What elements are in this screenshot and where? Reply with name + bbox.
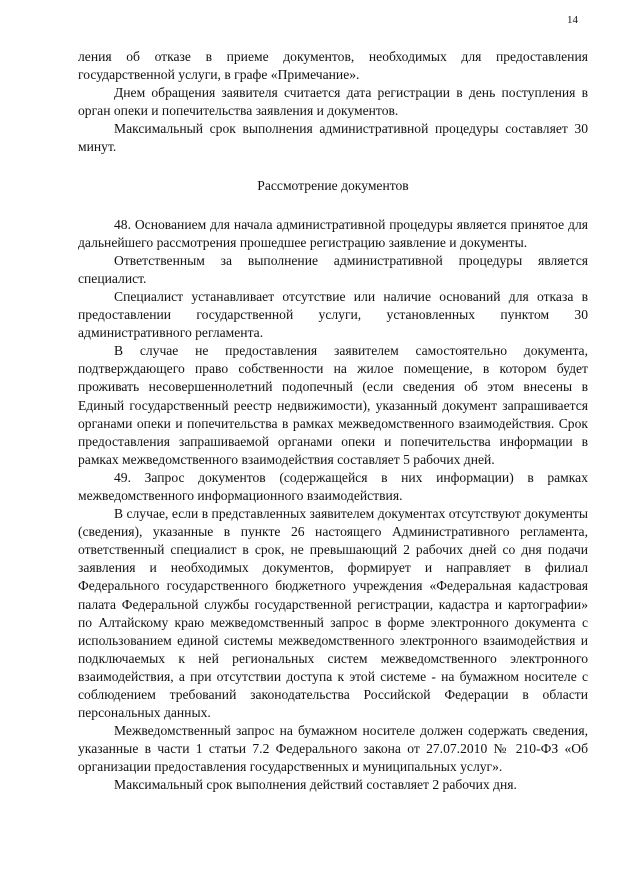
paragraph-rejection-note-continuation: ления об отказе в приеме документов, необходимых для предоставления государственной услуги, в графе «Примечание».: [78, 49, 588, 83]
document-body: [78, 48, 588, 795]
paragraph-max-duration-30-min: Максимальный срок выполнения административной процедуры составляет 30 минут.: [78, 121, 588, 155]
section-heading: Рассмотрение документов: [257, 177, 409, 193]
paragraph-49-document-request: 49. Запрос документов (содержащейся в них информации) в рамках межведомственного информационного взаимодействия.: [78, 469, 588, 503]
page-number: 14: [567, 14, 578, 26]
paragraph-application-date: Днем обращения заявителя считается дата регистрации в день поступления в орган опеки и попечительства заявления и документов.: [78, 85, 588, 119]
paragraph-max-duration-2-days: Максимальный срок выполнения действий составляет 2 рабочих дня.: [114, 777, 517, 793]
paragraph-responsible-specialist: Ответственным за выполнение административной процедуры является специалист.: [78, 252, 588, 286]
paragraph-ownership-document: В случае не предоставления заявителем самостоятельно документа, подтверждающего право собственности на жилое помещение, в котором будет проживать несовершеннолетний подопечный (если сведения об этом внесены в Единый государственный реестр недвижимости), указанный документ запрашивается органами опеки и попечительства в рамках межведомственного взаимодействия. Срок предоставления запрашиваемой органами опеки и попечительства информации в рамках межведомственного взаимодействия составляет 5 рабочих дней.: [78, 343, 588, 467]
paragraph-interagency-request: В случае, если в представленных заявителем документах отсутствуют документы (сведения), указанные в пункте 26 настоящего Административного регламента, ответственный специалист в срок, не превышающий 2 рабочих дней со дня подачи заявления и необходимых документов, формирует и направляет в филиал Федерального государственного бюджетного учреждения «Федеральная кадастровая палата Федеральной службы государственной регистрации, кадастра и картографии» по Алтайскому краю межведомственный запрос в форме электронного документа с использованием единой системы межведомственного электронного взаимодействия и подключаемых к ней региональных систем межведомственного электронного взаимодействия, а при отсутствии доступа к этой системе - на бумажном носителе с соблюдением требований законодательства Российской Федерации в области персональных данных.: [78, 506, 588, 721]
paragraph-paper-request: Межведомственный запрос на бумажном носителе должен содержать сведения, указанные в части 1 статьи 7.2 Федерального закона от 27.07.2010 № 210-ФЗ «Об организации предоставления государственных и муниципальных услуг».: [78, 723, 588, 775]
paragraph-grounds-for-refusal: Специалист устанавливает отсутствие или наличие оснований для отказа в предоставлении государственной услуги, установленных пунктом 30 административного регламента.: [78, 288, 588, 341]
paragraph-48-basis: 48. Основанием для начала административной процедуры является принятое для дальнейшего рассмотрения прошедшее регистрацию заявление и документы.: [78, 216, 588, 250]
